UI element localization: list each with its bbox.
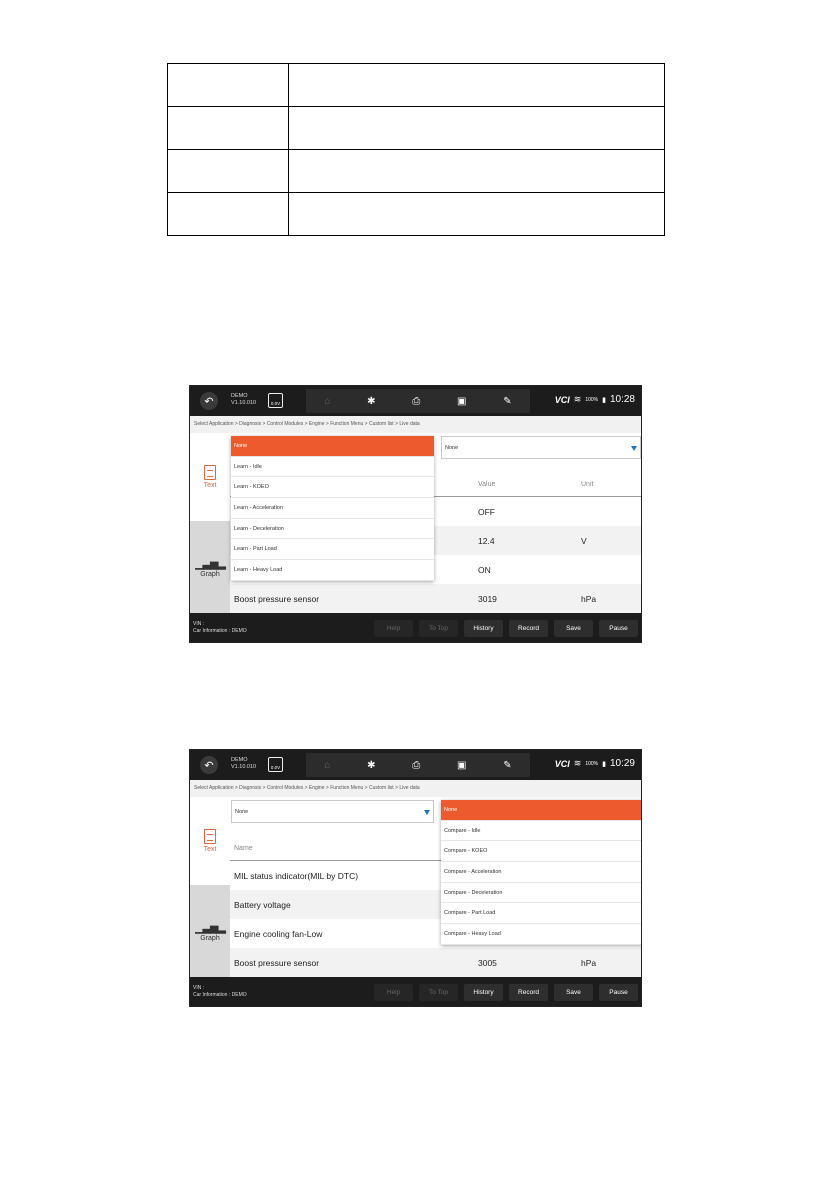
to-top-button[interactable]: To Top bbox=[419, 984, 458, 1001]
graph-view-label: Graph bbox=[200, 570, 220, 578]
live-data-panel bbox=[230, 433, 642, 613]
save-button[interactable]: Save bbox=[554, 984, 593, 1001]
dropdown-option[interactable]: Learn - Acceleration bbox=[231, 498, 434, 519]
vehicle-info bbox=[193, 985, 247, 999]
app-info bbox=[231, 757, 256, 771]
history-button[interactable]: History bbox=[464, 620, 503, 637]
toolbar bbox=[306, 389, 530, 413]
compare-select[interactable] bbox=[441, 436, 641, 459]
row-unit: V bbox=[581, 536, 587, 546]
breadcrumb: Select Application > Diagnosis > Control Modules > Engine > Function Menu > Custom list > Live data bbox=[190, 780, 641, 797]
live-data-screen-learn bbox=[189, 385, 642, 643]
learn-dropdown bbox=[231, 436, 434, 581]
help-button[interactable]: Help bbox=[374, 984, 413, 1001]
text-view-tab[interactable] bbox=[190, 433, 230, 521]
chevron-down-icon bbox=[424, 810, 430, 815]
action-buttons bbox=[374, 984, 638, 1001]
battery-voltage: 0.0V bbox=[270, 765, 281, 770]
live-data-screen-compare bbox=[189, 749, 642, 1007]
doc-table bbox=[167, 63, 665, 236]
gear-icon[interactable]: ✱ bbox=[367, 759, 376, 771]
row-value: 12.4 bbox=[478, 536, 495, 546]
graph-view-tab[interactable] bbox=[190, 521, 230, 613]
dropdown-option[interactable]: Compare - Heavy Load bbox=[441, 924, 642, 945]
version-label: V1.10.010 bbox=[231, 400, 257, 406]
wifi-icon: ≋ bbox=[573, 758, 582, 768]
edit-icon[interactable]: ✎ bbox=[503, 759, 512, 771]
row-value: ON bbox=[478, 565, 491, 575]
back-icon[interactable]: ↶ bbox=[200, 392, 218, 410]
printer-icon[interactable]: ⎙ bbox=[412, 759, 421, 771]
graph-view-tab[interactable] bbox=[190, 885, 230, 977]
status-area bbox=[555, 758, 635, 769]
row-name: Boost pressure sensor bbox=[234, 958, 320, 968]
action-buttons bbox=[374, 620, 638, 637]
chevron-down-icon bbox=[631, 446, 637, 451]
clock: 10:29 bbox=[609, 758, 635, 769]
text-view-tab[interactable] bbox=[190, 797, 230, 885]
home-icon[interactable]: ⌂ bbox=[324, 759, 331, 771]
live-data-panel bbox=[230, 797, 642, 977]
car-battery-icon bbox=[268, 757, 283, 772]
dropdown-option[interactable]: Compare - Idle bbox=[441, 821, 642, 842]
record-button[interactable]: Record bbox=[509, 984, 548, 1001]
car-info-label: Car Information : DEMO bbox=[193, 628, 247, 634]
row-name: Engine cooling fan-Low bbox=[234, 929, 323, 939]
history-button[interactable]: History bbox=[464, 984, 503, 1001]
save-button[interactable]: Save bbox=[554, 620, 593, 637]
help-button[interactable]: Help bbox=[374, 620, 413, 637]
value-column-header: Value bbox=[478, 481, 496, 488]
back-icon[interactable]: ↶ bbox=[200, 756, 218, 774]
row-name: MIL status indicator(MIL by DTC) bbox=[234, 871, 359, 881]
row-value: 3005 bbox=[478, 958, 497, 968]
demo-label: DEMO bbox=[231, 393, 248, 399]
vci-icon: VCI bbox=[554, 758, 570, 769]
compare-dropdown bbox=[441, 800, 642, 945]
home-icon[interactable]: ⌂ bbox=[324, 395, 331, 407]
demo-label: DEMO bbox=[231, 757, 248, 763]
bottom-bar bbox=[190, 977, 641, 1007]
battery-percent: 100% bbox=[585, 760, 599, 767]
printer-icon[interactable]: ⎙ bbox=[412, 395, 421, 407]
row-name: Battery voltage bbox=[234, 900, 291, 910]
dropdown-option[interactable]: Learn - Idle bbox=[231, 457, 434, 478]
name-column-header: Name bbox=[234, 845, 253, 852]
car-info-label: Car Information : DEMO bbox=[193, 992, 247, 998]
edit-icon[interactable]: ✎ bbox=[503, 395, 512, 407]
table-row[interactable] bbox=[230, 584, 642, 613]
table-row bbox=[168, 64, 665, 107]
image-icon[interactable]: ▣ bbox=[457, 395, 467, 407]
pause-button[interactable]: Pause bbox=[599, 984, 638, 1001]
battery-voltage: 0.0V bbox=[270, 401, 281, 406]
vci-icon: VCI bbox=[554, 394, 570, 405]
unit-column-header: Unit bbox=[581, 481, 594, 488]
car-battery-icon bbox=[268, 393, 283, 408]
clock: 10:28 bbox=[609, 394, 635, 405]
table-row[interactable] bbox=[230, 948, 642, 977]
version-label: V1.10.010 bbox=[231, 764, 257, 770]
view-mode-sidebar bbox=[190, 797, 230, 977]
pause-button[interactable]: Pause bbox=[599, 620, 638, 637]
gear-icon[interactable]: ✱ bbox=[367, 395, 376, 407]
dropdown-option[interactable]: None bbox=[441, 800, 642, 821]
dropdown-option[interactable]: Compare - Part Load bbox=[441, 903, 642, 924]
vin-label: VIN : bbox=[193, 985, 205, 991]
to-top-button[interactable]: To Top bbox=[419, 620, 458, 637]
dropdown-option[interactable]: Learn - KOEO bbox=[231, 477, 434, 498]
document-icon bbox=[204, 465, 216, 480]
dropdown-option[interactable]: Learn - Heavy Load bbox=[231, 560, 434, 581]
view-mode-sidebar bbox=[190, 433, 230, 613]
text-view-label: Text bbox=[203, 482, 217, 489]
text-view-label: Text bbox=[203, 846, 217, 853]
row-unit: hPa bbox=[581, 958, 597, 968]
table-row bbox=[168, 193, 665, 236]
dropdown-option[interactable]: Learn - Deceleration bbox=[231, 519, 434, 540]
compare-select-value: None bbox=[445, 445, 459, 451]
dropdown-option[interactable]: Compare - Deceleration bbox=[441, 883, 642, 904]
bar-graph-icon: ▁▃▅▂ bbox=[195, 557, 225, 570]
status-area bbox=[555, 394, 635, 405]
dropdown-option[interactable]: Compare - KOEO bbox=[441, 841, 642, 862]
battery-icon: ▮ bbox=[602, 760, 606, 768]
document-icon bbox=[204, 829, 216, 844]
toolbar bbox=[306, 753, 530, 777]
graph-view-label: Graph bbox=[200, 934, 220, 942]
row-value: OFF bbox=[478, 507, 495, 517]
breadcrumb: Select Application > Diagnosis > Control Modules > Engine > Function Menu > Custom list > Live data bbox=[190, 416, 641, 433]
top-bar bbox=[190, 750, 641, 780]
row-value: 3019 bbox=[478, 594, 497, 604]
image-icon[interactable]: ▣ bbox=[457, 759, 467, 771]
record-button[interactable]: Record bbox=[509, 620, 548, 637]
battery-percent: 100% bbox=[585, 396, 599, 403]
row-unit: hPa bbox=[581, 594, 597, 604]
table-row bbox=[168, 107, 665, 150]
app-info bbox=[231, 393, 256, 407]
battery-icon: ▮ bbox=[602, 396, 606, 404]
row-name: Boost pressure sensor bbox=[234, 594, 320, 604]
vin-label: VIN : bbox=[193, 621, 205, 627]
vehicle-info bbox=[193, 621, 247, 635]
table-row bbox=[168, 150, 665, 193]
dropdown-option[interactable]: None bbox=[231, 436, 434, 457]
learn-select[interactable] bbox=[231, 800, 434, 823]
dropdown-option[interactable]: Compare - Acceleration bbox=[441, 862, 642, 883]
top-bar bbox=[190, 386, 641, 416]
bottom-bar bbox=[190, 613, 641, 643]
wifi-icon: ≋ bbox=[573, 394, 582, 404]
bar-graph-icon: ▁▃▅▂ bbox=[195, 921, 225, 934]
learn-select-value: None bbox=[235, 809, 249, 815]
dropdown-option[interactable]: Learn - Part Load bbox=[231, 539, 434, 560]
